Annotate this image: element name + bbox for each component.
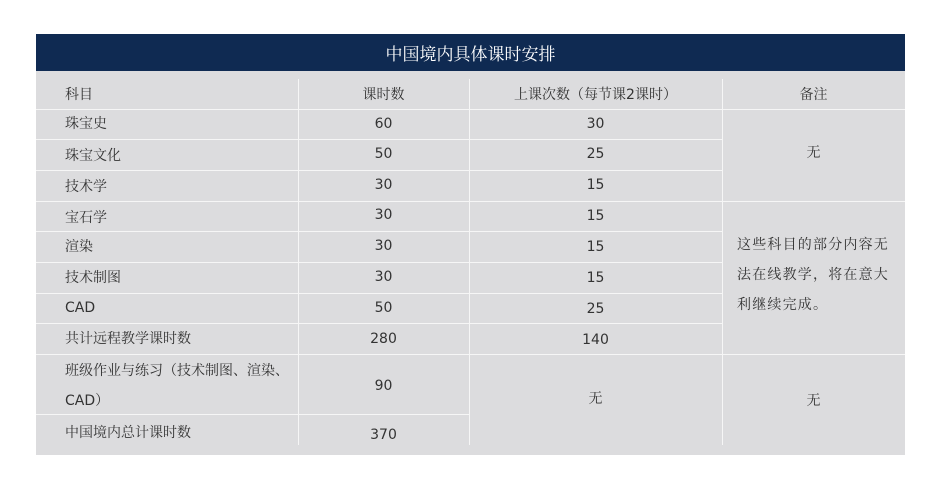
row-sessions: 15 — [586, 239, 605, 255]
schedule-table — [36, 71, 905, 455]
row-subject: 宝石学 — [65, 210, 107, 226]
table-title: 中国境内具体课时安排 — [36, 34, 905, 71]
row-divider — [36, 109, 905, 110]
column-divider — [298, 79, 299, 445]
row-hours: 30 — [374, 269, 393, 285]
row-hours: 370 — [370, 427, 397, 443]
row-divider — [36, 293, 722, 294]
row-divider — [36, 170, 722, 171]
row-subject: 中国境内总计课时数 — [65, 425, 191, 441]
header-hours: 课时数 — [362, 87, 405, 103]
header-sessions: 上课次数（每节课2课时） — [514, 87, 677, 103]
row-subject: 共计远程教学课时数 — [65, 331, 191, 347]
row-subject: 渲染 — [65, 239, 93, 255]
row-divider — [36, 139, 722, 140]
note-cell: 无 — [806, 393, 821, 409]
row-divider — [36, 414, 469, 415]
row-hours: 30 — [374, 177, 393, 193]
header-notes: 备注 — [799, 87, 828, 103]
row-hours: 60 — [374, 116, 393, 132]
note-cell: 这些科目的部分内容无法在线教学，将在意大利继续完成。 — [737, 237, 889, 313]
row-hours: 90 — [374, 378, 393, 394]
row-sessions: 15 — [586, 177, 605, 193]
row-sessions: 140 — [582, 332, 609, 348]
row-sessions: 15 — [586, 270, 605, 286]
row-sessions: 25 — [586, 301, 605, 317]
row-sessions: 15 — [586, 208, 605, 224]
row-hours: 280 — [370, 331, 397, 347]
row-hours: 30 — [374, 238, 393, 254]
row-subject: 班级作业与练习（技术制图、渲染、CAD） — [65, 363, 289, 409]
row-sessions: 30 — [586, 116, 605, 132]
row-subject: 珠宝史 — [65, 116, 107, 132]
row-divider — [36, 262, 722, 263]
row-hours: 50 — [374, 146, 393, 162]
row-divider — [36, 354, 905, 355]
row-divider — [36, 201, 905, 202]
row-subject: CAD — [65, 300, 96, 316]
column-divider — [469, 79, 470, 445]
column-divider — [722, 79, 723, 445]
row-divider — [36, 323, 722, 324]
row-hours: 50 — [374, 300, 393, 316]
row-subject: 技术学 — [65, 179, 107, 195]
note-cell: 无 — [806, 145, 821, 161]
row-divider — [36, 231, 722, 232]
row-sessions: 无 — [588, 391, 603, 407]
header-subject: 科目 — [65, 87, 93, 103]
row-hours: 30 — [374, 207, 393, 223]
row-subject: 珠宝文化 — [65, 148, 121, 164]
row-subject: 技术制图 — [65, 270, 121, 286]
row-sessions: 25 — [586, 146, 605, 162]
